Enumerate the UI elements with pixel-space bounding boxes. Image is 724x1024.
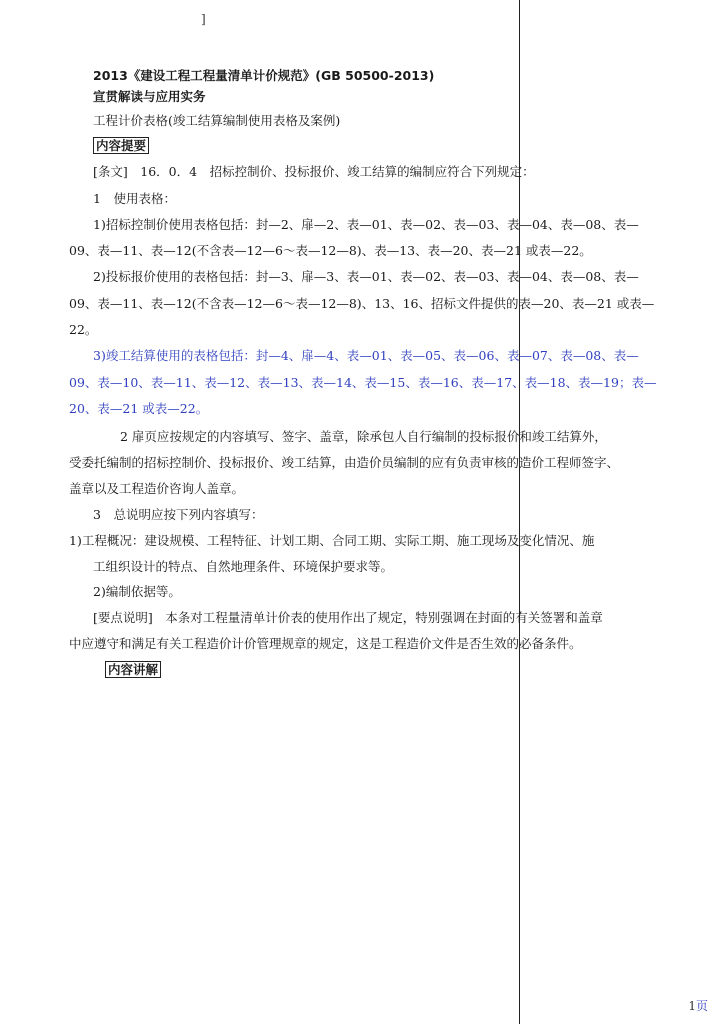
item1-3-line-a: 3)竣工结算使用的表格包括：封—4、扉—4、表—01、表—05、表—06、表—07、表—08、表— [93,348,639,363]
item1-3-line-c: 20、表—21 或表—22。 [69,401,209,416]
document-subtitle: 工程计价表格(竣工结算编制使用表格及案例) [93,113,341,128]
section-summary-heading [93,138,149,154]
section-explain-label: 内容讲解 [105,661,161,678]
key-note-line-a: [要点说明] 本条对工程量清单计价表的使用作出了规定，特别强调在封面的有关签署和盖章 [93,610,603,625]
document-title: 2013《建设工程工程量清单计价规范》(GB 50500-2013) [93,68,435,83]
item2-line-c: 盖章以及工程造价咨询人盖章。 [69,481,245,496]
page-mark: ] [201,12,206,26]
section-summary-label: 内容提要 [93,137,149,154]
section-explain-heading [105,662,161,678]
document-subtitle-bold: 宣贯解读与应用实务 [93,89,206,104]
item3-2: 2)编制依据等。 [93,584,181,599]
page-number: 1 [688,999,696,1013]
item3-1-line-b: 工组织设计的特点、自然地理条件、环境保护要求等。 [93,559,394,574]
item1-title: 1 使用表格： [93,191,176,206]
item1-2-line-c: 22。 [69,322,98,337]
page-suffix: 页 [695,999,708,1013]
item2-line-a: 2 扉页应按规定的内容填写、签字、盖章，除承包人自行编制的投标报价和竣工结算外， [120,429,607,444]
key-note-line-b: 中应遵守和满足有关工程造价计价管理规章的规定，这是工程造价文件是否生效的必备条件。 [69,636,582,651]
item1-1-line-b: 09、表—11、表—12(不含表—12—6～表—12—8)、表—13、表—20、表—21 或表—22。 [69,243,592,258]
item1-1-line-a: 1)招标控制价使用表格包括：封—2、扉—2、表—01、表—02、表—03、表—04、表—08、表— [93,217,639,232]
item3-title: 3 总说明应按下列内容填写： [93,507,264,522]
item2-line-b: 受委托编制的招标控制价、投标报价、竣工结算，由造价员编制的应有负责审核的造价工程师签字、 [69,455,620,470]
item1-2-line-b: 09、表—11、表—12(不含表—12—6～表—12—8)、13、16、招标文件提供的表—20、表—21 或表— [69,296,655,311]
article-lead: [条文] 16．0．4 招标控制价、投标报价、竣工结算的编制应符合下列规定： [93,164,535,179]
item3-1-line-a: 1)工程概况：建设规模、工程特征、计划工期、合同工期、实际工期、施工现场及变化情况、施 [69,533,595,548]
item1-3-line-b: 09、表—10、表—11、表—12、表—13、表—14、表—15、表—16、表—17、表—18、表—19；表— [69,375,657,390]
item1-2-line-a: 2)投标报价使用的表格包括：封—3、扉—3、表—01、表—02、表—03、表—04、表—08、表— [93,269,639,284]
page-footer [688,997,708,1014]
margin-rule-line [519,0,520,1024]
